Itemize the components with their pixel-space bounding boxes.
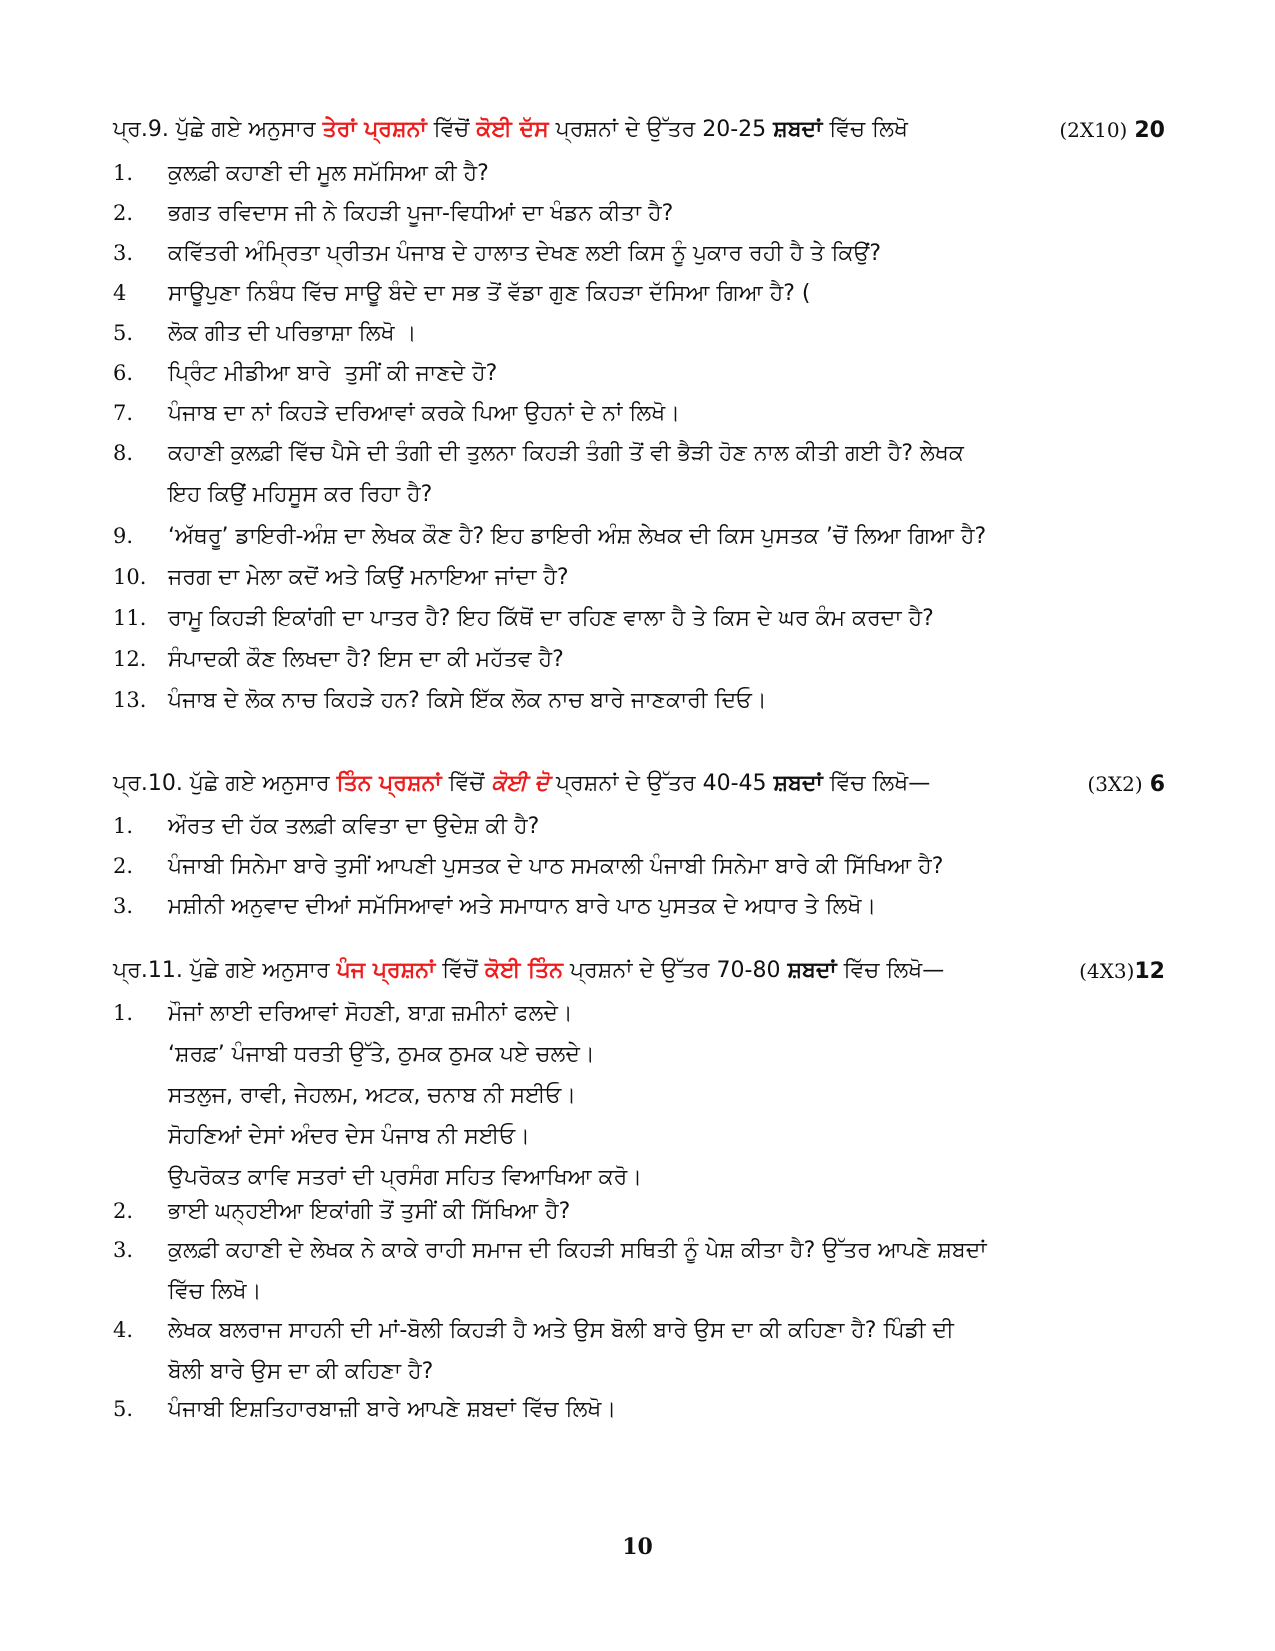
marks-scheme: (2X10) bbox=[1059, 118, 1128, 142]
heading-text: ਵਿੱਚ ਲਿਖੋ bbox=[822, 117, 908, 142]
marks-scheme: (4X3) bbox=[1079, 959, 1135, 983]
question-text: ਸੰਪਾਦਕੀ ਕੌਣ ਲਿਖਦਾ ਹੈ? ਇਸ ਦਾ ਕੀ ਮਹੱਤਵ ਹੈ? bbox=[168, 647, 564, 672]
heading-text: ਵਿੱਚੋਂ bbox=[426, 117, 477, 142]
question-text: ਇਹ ਕਿਉਂ ਮਹਿਸੂਸ ਕਰ ਰਿਹਾ ਹੈ? bbox=[168, 482, 433, 507]
question-item bbox=[113, 1230, 1165, 1312]
question-text: ਔਰਤ ਦੀ ਹੱਕ ਤਲਫ਼ੀ ਕਵਿਤਾ ਦਾ ਉਦੇਸ਼ ਕੀ ਹੈ? bbox=[168, 814, 540, 839]
question-number: 1. bbox=[113, 161, 134, 185]
question-item bbox=[113, 557, 1165, 598]
question-item bbox=[113, 993, 1165, 1198]
question-text: ਕੁਲਫ਼ੀ ਕਹਾਣੀ ਦੀ ਮੂਲ ਸਮੱਸਿਆ ਕੀ ਹੈ? bbox=[168, 161, 489, 186]
question-item bbox=[113, 193, 1165, 234]
question-text: ਪ੍ਰਿੰਟ ਮੀਡੀਆ ਬਾਰੇ ਤੁਸੀਂ ਕੀ ਜਾਣਦੇ ਹੋ? bbox=[168, 361, 498, 386]
heading-bold: ਸ਼ਬਦਾਂ bbox=[773, 117, 823, 142]
question-item bbox=[113, 886, 1165, 927]
marks bbox=[1079, 955, 1165, 988]
heading-text: ਵਿੱਚੋਂ bbox=[441, 771, 492, 796]
question-item bbox=[113, 1310, 1165, 1392]
heading-highlight: ਤੇਰਾਂ ਪ੍ਰਸ਼ਨਾਂ bbox=[322, 117, 427, 142]
question-item bbox=[113, 806, 1165, 847]
question-text: ਕਵਿੱਤਰੀ ਅੰਮ੍ਰਿਤਾ ਪ੍ਰੀਤਮ ਪੰਜਾਬ ਦੇ ਹਾਲਾਤ ਦੇਖਣ ਲਈ ਕਿਸ ਨੂੰ ਪੁਕਾਰ ਰਹੀ ਹੈ ਤੇ ਕਿਉਂ? bbox=[168, 241, 882, 266]
question-item bbox=[113, 598, 1165, 639]
question-item bbox=[113, 1191, 1165, 1232]
question-number: 4 bbox=[113, 281, 127, 305]
question-number: 4. bbox=[113, 1318, 134, 1342]
question-number: 13. bbox=[113, 688, 147, 712]
question-item bbox=[113, 1389, 1165, 1430]
question-10-heading bbox=[113, 768, 1165, 800]
question-number: 3. bbox=[113, 894, 134, 918]
question-text: ਜਰਗ ਦਾ ਮੇਲਾ ਕਦੋਂ ਅਤੇ ਕਿਉਂ ਮਨਾਇਆ ਜਾਂਦਾ ਹੈ? bbox=[168, 565, 569, 590]
marks-total: 6 bbox=[1149, 772, 1165, 797]
question-text: ਪੰਜਾਬੀ ਇਸ਼ਤਿਹਾਰਬਾਜ਼ੀ ਬਾਰੇ ਆਪਣੇ ਸ਼ਬਦਾਂ ਵਿੱਚ ਲਿਖੋ। bbox=[168, 1397, 617, 1422]
heading-highlight: ਤਿੰਨ ਪ੍ਰਸ਼ਨਾਂ bbox=[336, 771, 442, 796]
heading-bold: ਸ਼ਬਦਾਂ bbox=[787, 958, 837, 983]
question-number: 2. bbox=[113, 854, 134, 878]
question-text: ਪੰਜਾਬ ਦੇ ਲੋਕ ਨਾਚ ਕਿਹੜੇ ਹਨ? ਕਿਸੇ ਇੱਕ ਲੋਕ ਨਾਚ ਬਾਰੇ ਜਾਣਕਾਰੀ ਦਿਓ। bbox=[168, 688, 767, 713]
question-text: ਪੰਜਾਬ ਦਾ ਨਾਂ ਕਿਹੜੇ ਦਰਿਆਵਾਂ ਕਰਕੇ ਪਿਆ ਉਹਨਾਂ ਦੇ ਨਾਂ ਲਿਖੋ। bbox=[168, 401, 681, 426]
poem-line: ‘ਸ਼ਰਫ਼’ ਪੰਜਾਬੀ ਧਰਤੀ ਉੱਤੇ, ਠੁਮਕ ਠੁਮਕ ਪਏ ਚਲਦੇ। bbox=[168, 1042, 595, 1067]
heading-text: ਵਿੱਚ ਲਿਖੋ— bbox=[822, 771, 931, 796]
heading-highlight: ਕੋਈ ਤਿੰਨ bbox=[484, 958, 563, 983]
heading-text: ਪ੍ਰਸ਼ਨਾਂ ਦੇ ਉੱਤਰ 40-45 bbox=[548, 771, 774, 796]
question-number: 5. bbox=[113, 321, 134, 345]
question-item bbox=[113, 639, 1165, 680]
question-number: 12. bbox=[113, 647, 147, 671]
question-text: ਮਸ਼ੀਨੀ ਅਨੁਵਾਦ ਦੀਆਂ ਸਮੱਸਿਆਵਾਂ ਅਤੇ ਸਮਾਧਾਨ ਬਾਰੇ ਪਾਠ ਪੁਸਤਕ ਦੇ ਅਧਾਰ ਤੇ ਲਿਖੋ। bbox=[168, 894, 877, 919]
question-number: 10. bbox=[113, 565, 147, 589]
question-text: ਕਹਾਣੀ ਕੁਲਫ਼ੀ ਵਿੱਚ ਪੈਸੇ ਦੀ ਤੰਗੀ ਦੀ ਤੁਲਨਾ ਕਿਹੜੀ ਤੰਗੀ ਤੋਂ ਵੀ ਭੈੜੀ ਹੋਣ ਨਾਲ ਕੀਤੀ ਗਈ ਹੈ? ਲੇਖਕ bbox=[168, 441, 964, 466]
question-11-heading bbox=[113, 955, 1165, 987]
question-item bbox=[113, 516, 1165, 557]
heading-text: ਪ੍ਰ.11. ਪੁੱਛੇ ਗਏ ਅਨੁਸਾਰ bbox=[113, 958, 337, 983]
question-text: ਲੇਖਕ ਬਲਰਾਜ ਸਾਹਨੀ ਦੀ ਮਾਂ-ਬੋਲੀ ਕਿਹੜੀ ਹੈ ਅਤੇ ਉਸ ਬੋਲੀ ਬਾਰੇ ਉਸ ਦਾ ਕੀ ਕਹਿਣਾ ਹੈ? ਪਿੰਡੀ ਦੀ bbox=[168, 1318, 954, 1343]
marks-total: 20 bbox=[1134, 118, 1165, 143]
question-item bbox=[113, 680, 1165, 721]
question-item bbox=[113, 233, 1165, 274]
question-text: ਭਗਤ ਰਵਿਦਾਸ ਜੀ ਨੇ ਕਿਹੜੀ ਪੂਜਾ-ਵਿਧੀਆਂ ਦਾ ਖੰਡਨ ਕੀਤਾ ਹੈ? bbox=[168, 201, 674, 226]
heading-text: ਪ੍ਰਸ਼ਨਾਂ ਦੇ ਉੱਤਰ 20-25 bbox=[548, 117, 774, 142]
poem-line: ਸਤਲੁਜ, ਰਾਵੀ, ਜੇਹਲਮ, ਅਟਕ, ਚਨਾਬ ਨੀ ਸਈਓ। bbox=[168, 1083, 577, 1108]
poem-line: ਮੌਜਾਂ ਲਾਈ ਦਰਿਆਵਾਂ ਸੋਹਣੀ, ਬਾਗ਼ ਜ਼ਮੀਨਾਂ ਫਲਦੇ। bbox=[168, 1001, 573, 1026]
question-item bbox=[113, 846, 1165, 887]
question-item bbox=[113, 353, 1165, 394]
question-text: ਪੰਜਾਬੀ ਸਿਨੇਮਾ ਬਾਰੇ ਤੁਸੀਂ ਆਪਣੀ ਪੁਸਤਕ ਦੇ ਪਾਠ ਸਮਕਾਲੀ ਪੰਜਾਬੀ ਸਿਨੇਮਾ ਬਾਰੇ ਕੀ ਸਿੱਖਿਆ ਹੈ? bbox=[168, 854, 944, 879]
question-text: ਭਾਈ ਘਨ੍ਹਈਆ ਇਕਾਂਗੀ ਤੋਂ ਤੁਸੀਂ ਕੀ ਸਿੱਖਿਆ ਹੈ? bbox=[168, 1199, 571, 1224]
question-number: 8. bbox=[113, 441, 134, 465]
question-text: ਕੁਲਫ਼ੀ ਕਹਾਣੀ ਦੇ ਲੇਖਕ ਨੇ ਕਾਕੇ ਰਾਹੀ ਸਮਾਜ ਦੀ ਕਿਹੜੀ ਸਥਿਤੀ ਨੂੰ ਪੇਸ਼ ਕੀਤਾ ਹੈ? ਉੱਤਰ ਆਪਣੇ ਸ਼ਬਦਾਂ bbox=[168, 1238, 987, 1263]
heading-text: ਪ੍ਰ.9. ਪੁੱਛੇ ਗਏ ਅਨੁਸਾਰ bbox=[113, 117, 323, 142]
heading-highlight: ਕੋਈ ਦੋ bbox=[491, 771, 549, 796]
question-text: ਸਾਊਪੁਣਾ ਨਿਬੰਧ ਵਿੱਚ ਸਾਊ ਬੰਦੇ ਦਾ ਸਭ ਤੋਂ ਵੱਡਾ ਗੁਣ ਕਿਹੜਾ ਦੱਸਿਆ ਗਿਆ ਹੈ? ( bbox=[168, 281, 811, 306]
heading-text: ਪ੍ਰਸ਼ਨਾਂ ਦੇ ਉੱਤਰ 70-80 bbox=[562, 958, 788, 983]
question-number: 1. bbox=[113, 1001, 134, 1025]
question-item bbox=[113, 393, 1165, 434]
heading-highlight: ਕੋਈ ਦੱਸ bbox=[476, 117, 549, 142]
question-number: 2. bbox=[113, 1199, 134, 1223]
question-number: 9. bbox=[113, 524, 134, 548]
question-number: 3. bbox=[113, 241, 134, 265]
question-number: 7. bbox=[113, 401, 134, 425]
question-text: ਬੋਲੀ ਬਾਰੇ ਉਸ ਦਾ ਕੀ ਕਹਿਣਾ ਹੈ? bbox=[168, 1359, 434, 1384]
heading-text: ਵਿੱਚ ਲਿਖੋ— bbox=[836, 958, 945, 983]
marks bbox=[1087, 768, 1165, 801]
question-number: 2. bbox=[113, 201, 134, 225]
heading-text: ਪ੍ਰ.10. ਪੁੱਛੇ ਗਏ ਅਨੁਸਾਰ bbox=[113, 771, 337, 796]
marks-scheme: (3X2) bbox=[1087, 772, 1143, 796]
question-text: ‘ਅੱਥਰੂ’ ਡਾਇਰੀ-ਅੰਸ਼ ਦਾ ਲੇਖਕ ਕੌਣ ਹੈ? ਇਹ ਡਾਇਰੀ ਅੰਸ਼ ਲੇਖਕ ਦੀ ਕਿਸ ਪੁਸਤਕ ’ਚੋਂ ਲਿਆ ਗਿਆ ਹੈ? bbox=[168, 524, 987, 549]
question-9-heading bbox=[113, 114, 1165, 146]
question-number: 5. bbox=[113, 1397, 134, 1421]
question-item bbox=[113, 273, 1165, 314]
question-number: 3. bbox=[113, 1238, 134, 1262]
marks-total: 12 bbox=[1134, 959, 1165, 984]
question-text: ਰਾਮੂ ਕਿਹੜੀ ਇਕਾਂਗੀ ਦਾ ਪਾਤਰ ਹੈ? ਇਹ ਕਿੱਥੋਂ ਦਾ ਰਹਿਣ ਵਾਲਾ ਹੈ ਤੇ ਕਿਸ ਦੇ ਘਰ ਕੰਮ ਕਰਦਾ ਹੈ? bbox=[168, 606, 934, 631]
question-number: 11. bbox=[113, 606, 147, 630]
marks bbox=[1059, 114, 1165, 147]
question-text: ਲੋਕ ਗੀਤ ਦੀ ਪਰਿਭਾਸ਼ਾ ਲਿਖੋ । bbox=[168, 321, 417, 346]
poem-line: ਸੋਹਣਿਆਂ ਦੇਸਾਂ ਅੰਦਰ ਦੇਸ ਪੰਜਾਬ ਨੀ ਸਈਓ। bbox=[168, 1124, 530, 1149]
question-number: 1. bbox=[113, 814, 134, 838]
question-number: 6. bbox=[113, 361, 134, 385]
page-number: 10 bbox=[622, 1534, 653, 1560]
heading-bold: ਸ਼ਬਦਾਂ bbox=[773, 771, 823, 796]
question-item bbox=[113, 433, 1165, 515]
question-item bbox=[113, 313, 1165, 354]
question-item bbox=[113, 153, 1165, 194]
heading-highlight: ਪੰਜ ਪ੍ਰਸ਼ਨਾਂ bbox=[336, 958, 436, 983]
question-text: ਉਪਰੋਕਤ ਕਾਵਿ ਸਤਰਾਂ ਦੀ ਪ੍ਰਸੰਗ ਸਹਿਤ ਵਿਆਖਿਆ ਕਰੋ। bbox=[168, 1165, 643, 1190]
question-text: ਵਿੱਚ ਲਿਖੋ। bbox=[168, 1279, 262, 1304]
heading-text: ਵਿੱਚੋਂ bbox=[435, 958, 485, 983]
